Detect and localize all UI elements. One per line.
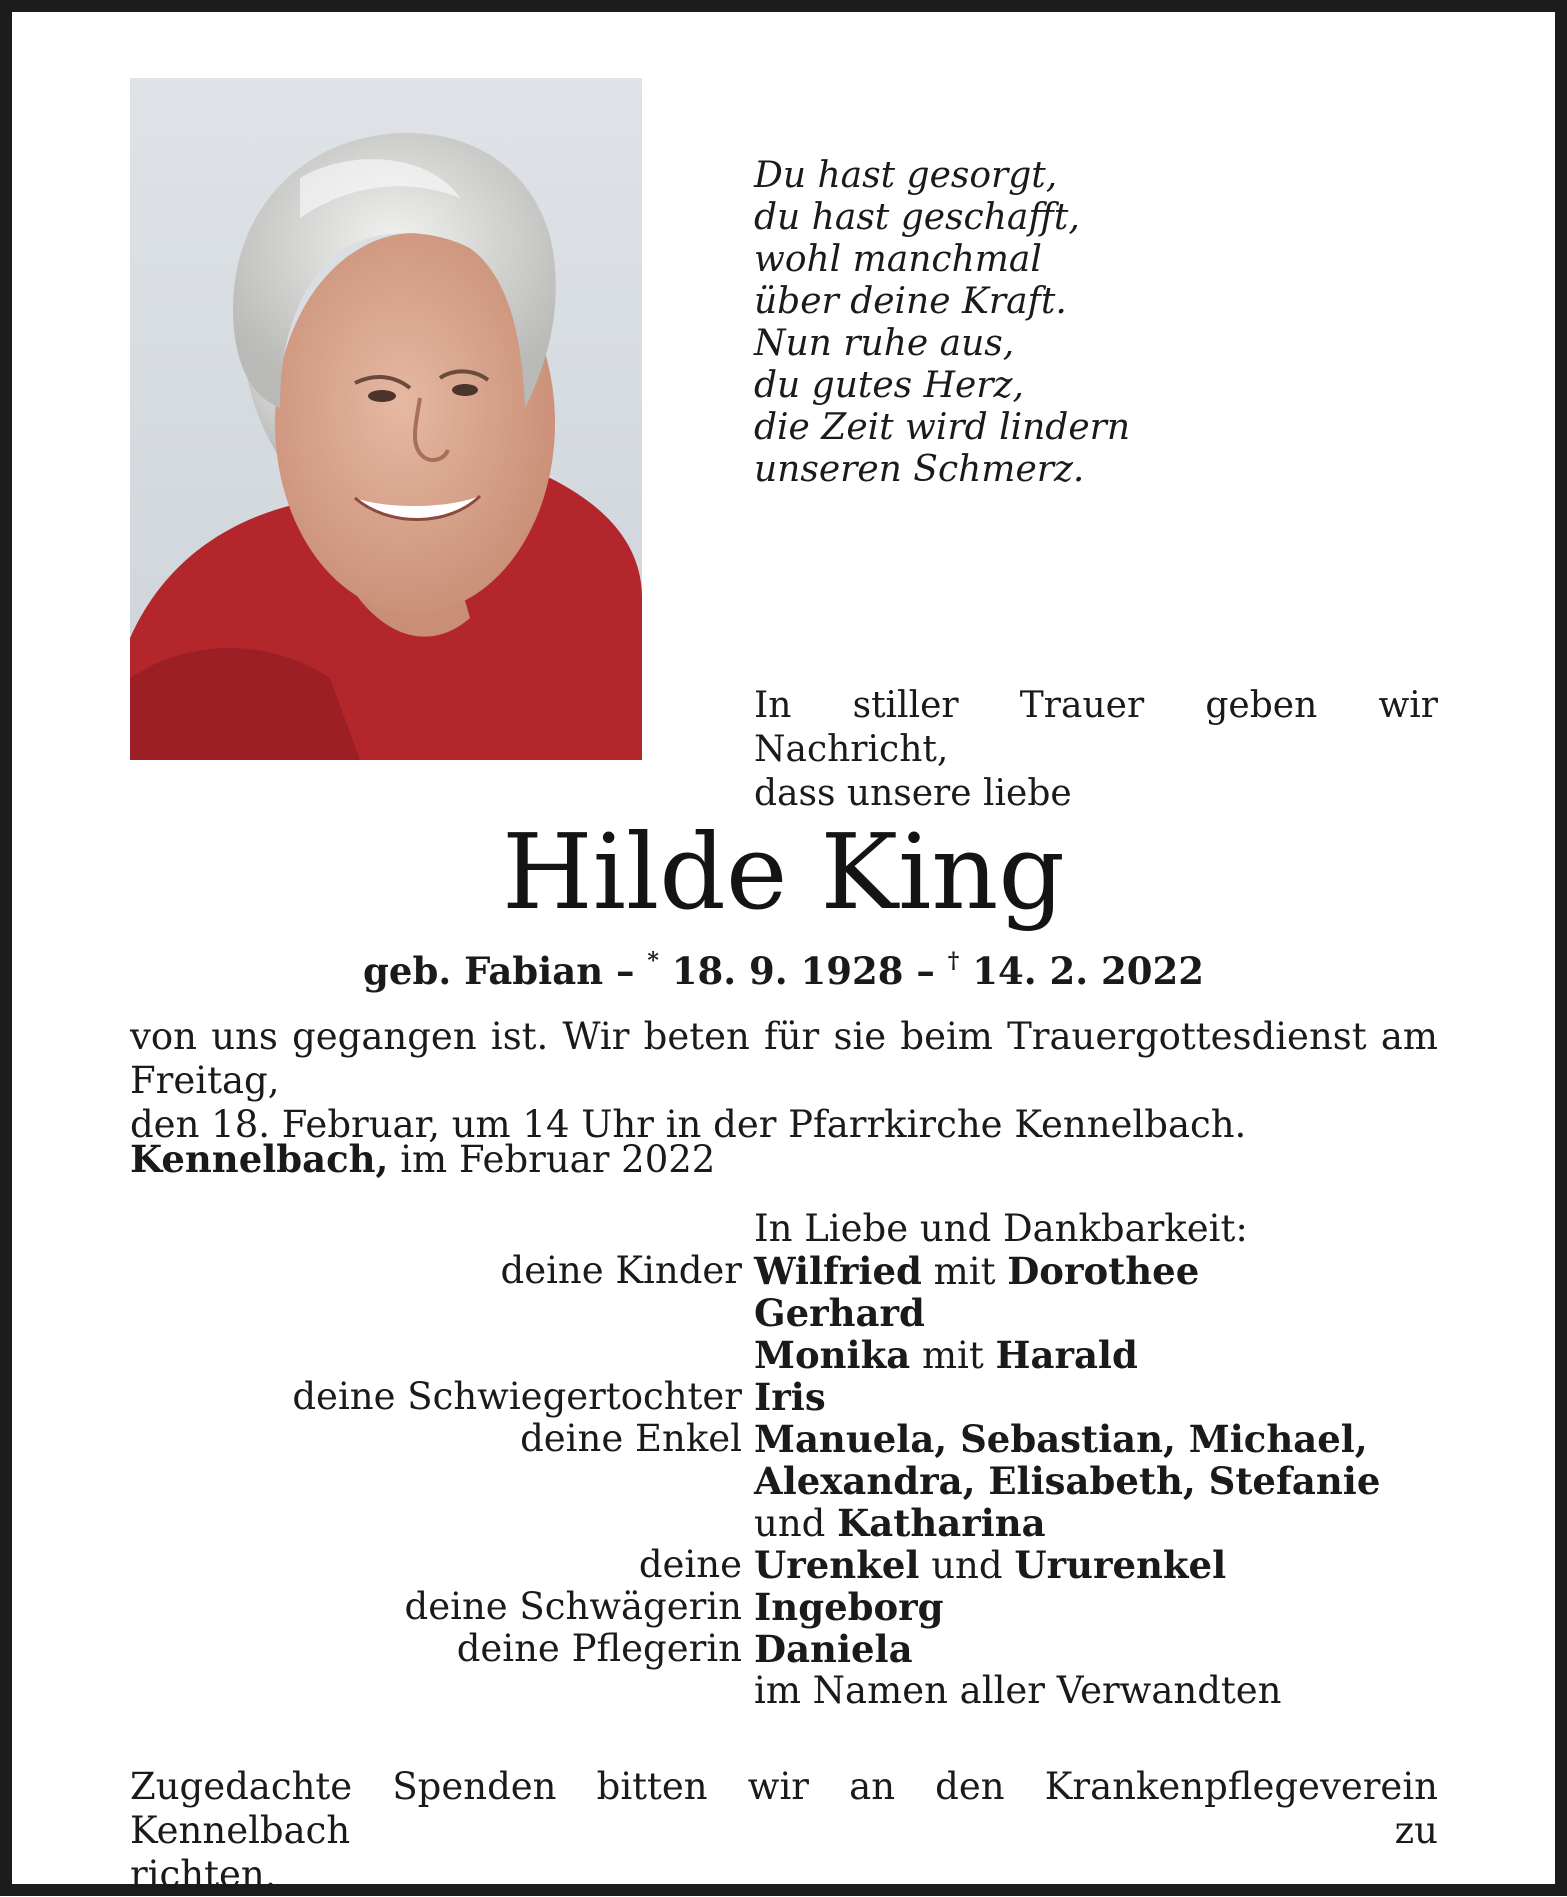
portrait-photo xyxy=(130,78,642,760)
family-row xyxy=(130,1502,1438,1544)
connector-text: und xyxy=(754,1502,838,1545)
family-name: Ingeborg xyxy=(754,1585,944,1629)
donation-note xyxy=(130,1765,1438,1897)
place-town: Kennelbach, xyxy=(130,1137,389,1181)
relation-label: deine xyxy=(638,1543,742,1586)
announcement-line: von uns gegangen ist. Wir beten für sie beim Trauergottesdienst am Freitag, xyxy=(130,1015,1438,1102)
poem-line: du gutes Herz, xyxy=(754,365,1024,406)
family-row xyxy=(130,1586,1438,1628)
announcement-line: den 18. Februar, um 14 Uhr in der Pfarrkirche Kennelbach. xyxy=(130,1103,1247,1146)
connector-text: mit xyxy=(910,1334,996,1377)
family-row xyxy=(130,1292,1438,1334)
family-name: Manuela, Sebastian, Michael, xyxy=(754,1417,1368,1461)
family-list xyxy=(130,1208,1438,1712)
family-row xyxy=(130,1670,1438,1712)
birth-symbol: * xyxy=(647,948,659,974)
family-row xyxy=(130,1460,1438,1502)
donation-line: Zugedachte Spenden bitten wir an den Krankenpflegeverein Kennelbach zu xyxy=(130,1765,1438,1852)
poem-line: Du hast gesorgt, xyxy=(754,155,1058,196)
family-row xyxy=(130,1418,1438,1460)
relation-label: deine Pflegerin xyxy=(456,1627,742,1670)
family-row xyxy=(130,1628,1438,1670)
family-row xyxy=(130,1334,1438,1376)
family-name: Katharina xyxy=(837,1501,1046,1545)
poem-line: über deine Kraft. xyxy=(754,281,1067,322)
family-row xyxy=(130,1208,1438,1250)
poem-line: unseren Schmerz. xyxy=(754,449,1085,490)
deceased-name: Hilde King xyxy=(502,811,1065,933)
family-heading: In Liebe und Dankbarkeit: xyxy=(754,1207,1248,1250)
life-dates xyxy=(0,938,1567,994)
family-name: Iris xyxy=(754,1375,826,1419)
connector-text: und xyxy=(919,1544,1015,1587)
portrait-illustration xyxy=(130,78,642,760)
maiden-name: geb. Fabian – xyxy=(363,949,648,993)
family-row xyxy=(130,1250,1438,1292)
poem-line: du hast geschafft, xyxy=(754,197,1080,238)
poem-line: die Zeit wird lindern xyxy=(754,407,1131,448)
relation-label: deine Enkel xyxy=(520,1417,742,1460)
family-name: Wilfried xyxy=(754,1249,922,1293)
family-name: Dorothee xyxy=(1007,1249,1200,1293)
family-row xyxy=(130,1376,1438,1418)
death-symbol: † xyxy=(947,948,960,974)
family-name: Alexandra, Elisabeth, Stefanie xyxy=(754,1459,1381,1503)
family-row xyxy=(130,1544,1438,1586)
place-date xyxy=(130,1137,715,1182)
poem-line: wohl manchmal xyxy=(754,239,1042,280)
donation-line: richten. xyxy=(130,1853,277,1896)
poem-line: Nun ruhe aus, xyxy=(754,323,1015,364)
family-name: Gerhard xyxy=(754,1291,925,1335)
family-name: Monika xyxy=(754,1333,911,1377)
family-name: Daniela xyxy=(754,1627,913,1671)
relation-label: deine Schwägerin xyxy=(404,1585,742,1628)
family-closing: im Namen aller Verwandten xyxy=(754,1669,1282,1712)
intro-text xyxy=(754,684,1438,816)
death-date: 14. 2. 2022 xyxy=(972,949,1204,993)
family-name: Harald xyxy=(995,1333,1138,1377)
birth-date: 18. 9. 1928 xyxy=(671,949,904,993)
place-month: im Februar 2022 xyxy=(400,1138,716,1181)
date-separator: – xyxy=(903,949,948,993)
relation-label: deine Schwiegertochter xyxy=(292,1375,742,1418)
intro-line: dass unsere liebe xyxy=(754,773,1072,814)
relation-label: deine Kinder xyxy=(500,1249,742,1292)
connector-text: mit xyxy=(921,1250,1008,1293)
family-name: Urenkel xyxy=(754,1543,920,1587)
family-name: Ururenkel xyxy=(1014,1543,1227,1587)
poem xyxy=(754,155,1130,491)
service-announcement xyxy=(130,1015,1438,1147)
intro-line: In stiller Trauer geben wir Nachricht, xyxy=(754,685,1438,770)
